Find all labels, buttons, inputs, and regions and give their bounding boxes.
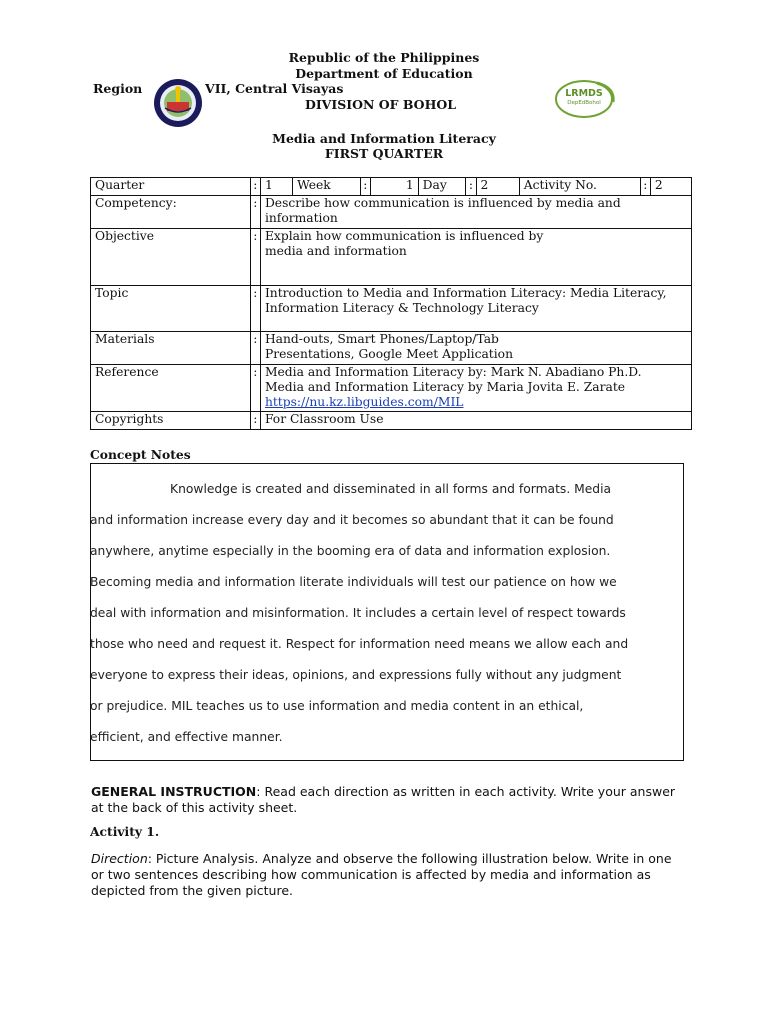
table-row-topic: Topic : Introduction to Media and Information Literacy: Media Literacy, Information Literacy & Technology Literacy xyxy=(91,286,692,332)
general-instruction-label: GENERAL INSTRUCTION xyxy=(91,784,257,799)
competency-value: Describe how communication is influenced by media and information xyxy=(260,196,691,229)
table-row-objective: Objective : Explain how communication is influenced by media and information xyxy=(91,229,692,286)
direction-text: : Picture Analysis. Analyze and observe the following illustration below. Write in one or two sentences describing how communication is affected by media and information as depicted from the given picture. xyxy=(91,851,672,898)
copyrights-label: Copyrights xyxy=(91,412,251,430)
republic-heading: Republic of the Philippines xyxy=(288,50,480,65)
quarter-label: Quarter xyxy=(91,178,251,196)
lrmds-logo: LRMDS DepEdBohol xyxy=(553,78,619,120)
reference-link[interactable]: https://nu.kz.libguides.com/MIL xyxy=(264,395,464,409)
day-value: 2 xyxy=(476,178,519,196)
quarter-heading: FIRST QUARTER xyxy=(324,146,444,161)
concept-notes-line: everyone to express their ideas, opinions, and expressions fully without any judgment xyxy=(90,668,622,682)
division-heading: DIVISION OF BOHOL xyxy=(305,97,457,112)
general-instruction xyxy=(91,784,681,816)
concept-notes-line: Becoming media and information literate individuals will test our patience on how we xyxy=(90,575,617,589)
table-row-materials: Materials : Hand-outs, Smart Phones/Laptop/Tab Presentations, Google Meet Application xyxy=(91,332,692,365)
concept-notes-line: deal with information and misinformation. It includes a certain level of respect towards xyxy=(90,606,626,620)
quarter-value: 1 xyxy=(260,178,292,196)
subject-heading: Media and Information Literacy xyxy=(272,131,496,146)
activity-title: Activity 1. xyxy=(90,824,160,839)
competency-label: Competency: xyxy=(91,196,251,229)
copyrights-value: For Classroom Use xyxy=(260,412,691,430)
week-label: Week xyxy=(293,178,361,196)
deped-seal-icon xyxy=(153,78,203,128)
topic-label: Topic xyxy=(91,286,251,332)
concept-notes-line: those who need and request it. Respect for information need means we allow each and xyxy=(90,637,629,651)
concept-notes-line: anywhere, anytime especially in the booming era of data and information explosion. xyxy=(90,544,611,558)
general-instruction-text: : Read each direction as written in each activity. Write your answer at the back of this activity sheet. xyxy=(91,784,676,815)
reference-label: Reference xyxy=(91,365,251,412)
concept-notes-line: efficient, and effective manner. xyxy=(90,730,283,744)
table-row-reference: Reference : Media and Information Literacy by: Mark N. Abadiano Ph.D. Media and Information Literacy by Maria Jovita E. Zarate https://nu.kz.libguides.com/MIL xyxy=(91,365,692,412)
table-row-quarter: Quarter : 1 Week : 1 Day : 2 Activity No. : 2 xyxy=(91,178,692,196)
table-row-copyrights: Copyrights : For Classroom Use xyxy=(91,412,692,430)
reference-value: Media and Information Literacy by: Mark N. Abadiano Ph.D. Media and Information Literacy by Maria Jovita E. Zarate https://nu.kz.libguides.com/MIL xyxy=(260,365,691,412)
concept-notes-line: Knowledge is created and disseminated in all forms and formats. Media xyxy=(170,482,612,496)
objective-label: Objective xyxy=(91,229,251,286)
day-label: Day xyxy=(418,178,466,196)
activity-no-label: Activity No. xyxy=(519,178,640,196)
department-heading: Department of Education xyxy=(295,66,473,81)
activity-no-value: 2 xyxy=(650,178,691,196)
materials-value: Hand-outs, Smart Phones/Laptop/Tab Presentations, Google Meet Application xyxy=(260,332,691,365)
topic-value: Introduction to Media and Information Literacy: Media Literacy, Information Literacy & Technology Literacy xyxy=(260,286,691,332)
lesson-info-table xyxy=(90,177,692,430)
objective-value: Explain how communication is influenced by media and information xyxy=(260,229,691,286)
materials-label: Materials xyxy=(91,332,251,365)
concept-notes-line: or prejudice. MIL teaches us to use information and media content in an ethical, xyxy=(90,699,584,713)
week-value: 1 xyxy=(370,178,418,196)
concept-notes-text xyxy=(90,474,684,753)
concept-notes-line: and information increase every day and it becomes so abundant that it can be found xyxy=(90,513,614,527)
concept-notes-title: Concept Notes xyxy=(90,447,191,462)
activity-direction xyxy=(91,851,681,899)
direction-label: Direction xyxy=(91,851,148,866)
region-value: VII, Central Visayas xyxy=(205,81,344,96)
region-label: Region xyxy=(93,81,143,96)
table-row-competency: Competency: : Describe how communication is influenced by media and information xyxy=(91,196,692,229)
